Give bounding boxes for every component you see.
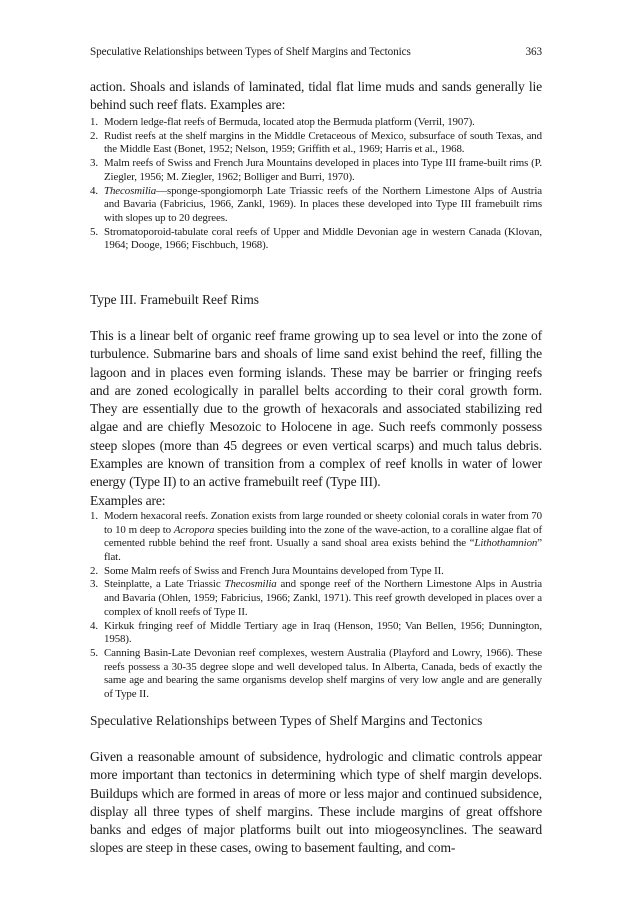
list-item-text: species building into the zone of the wave-action, to a coralline algae flat of cemented rubble behind the reef front. Usually a sand shoal area exists behind the “ bbox=[104, 523, 542, 550]
type3-examples-label: Examples are: bbox=[90, 492, 166, 508]
type3-examples-list bbox=[90, 510, 542, 702]
intro-paragraph: action. Shoals and islands of laminated, tidal flat lime muds and sands generally lie behind such reef flats. Examples are: bbox=[90, 79, 542, 113]
list-item-italic-text: Thecosmilia bbox=[104, 184, 157, 197]
list-item-number: 4. bbox=[90, 619, 98, 632]
list-item-number: 2. bbox=[90, 564, 98, 577]
list-item-text: Steinplatte, a Late Triassic bbox=[104, 578, 225, 591]
list-item bbox=[90, 185, 542, 226]
list-item-text: Stromatoporoid-tabulate coral reefs of Upper and Middle Devonian age in western Canada (Klovan, 1964; Dooge, 1966; Fischbuch, 1968). bbox=[104, 225, 542, 252]
section-heading-type3: Type III. Framebuilt Reef Rims bbox=[90, 292, 260, 307]
list-item bbox=[90, 510, 542, 565]
list-item-text: Rudist reefs at the shelf margins in the Middle Cretaceous of Mexico, subsurface of south Texas, and the Middle East (Bonet, 1952; Nelson, 1959; Griffith et al., 1969; Harris et al., 1968. bbox=[104, 129, 542, 156]
list-item bbox=[90, 620, 542, 647]
list-item-number: 3. bbox=[90, 157, 98, 170]
intro-block bbox=[90, 78, 542, 115]
list-item-number: 3. bbox=[90, 578, 98, 591]
list-item-text: Canning Basin-Late Devonian reef complexes, western Australia (Playford and Lowry, 1966). These reefs possess a 30-35 degree slope and well developed talus. In Alberta, Canada, beds of exactly the same age and bearing the same organisms develop shelf margins of very low angle and are generally of Type II. bbox=[104, 647, 542, 701]
list-item-italic-text: Lithothamnion bbox=[474, 537, 538, 550]
list-item bbox=[90, 578, 542, 619]
speculative-body bbox=[90, 748, 542, 858]
list-item-text: Some Malm reefs of Swiss and French Jura Mountains developed from Type II. bbox=[104, 564, 444, 577]
list-item-number: 2. bbox=[90, 129, 98, 142]
list-item-number: 1. bbox=[90, 116, 98, 128]
list-item bbox=[90, 157, 542, 184]
list-item-text: ” flat. bbox=[104, 537, 542, 564]
list-item-text: Modern ledge-flat reefs of Bermuda, located atop the Bermuda platform (Verril, 1907). bbox=[104, 116, 475, 128]
running-title: Speculative Relationships between Types of Shelf Margins and Tectonics bbox=[90, 46, 411, 58]
section-heading-speculative: Speculative Relationships between Types of Shelf Margins and Tectonics bbox=[90, 713, 483, 728]
speculative-section bbox=[90, 712, 542, 730]
list-item-number: 5. bbox=[90, 647, 98, 659]
list-item bbox=[90, 130, 542, 157]
list-item bbox=[90, 565, 542, 579]
list-item-text: and sponge reef of the Northern Limestone Alps in Austria and Bavaria (Ohlen, 1959; Fabricius, 1966; Zankl, 1971). This reef growth developed in places over a complex of knoll reefs of Type II. bbox=[104, 578, 542, 618]
list-item-number: 4. bbox=[90, 184, 98, 197]
list-item bbox=[90, 116, 542, 130]
list-item-text: Kirkuk fringing reef of Middle Tertiary age in Iraq (Henson, 1950; Van Bellen, 1956; Dunnington, 1958). bbox=[104, 619, 542, 646]
page-number: 363 bbox=[525, 46, 542, 58]
list-item-text: Malm reefs of Swiss and French Jura Mountains developed in places into Type III frame-built rims (P. Ziegler, 1956; M. Ziegler, 1962; Bolliger and Burri, 1970). bbox=[104, 157, 542, 183]
type2-examples-list bbox=[90, 116, 542, 253]
type3-paragraph: This is a linear belt of organic reef frame growing up to sea level or into the zone of turbulence. Submarine bars and shoals of lime sand exist behind the reef, filling the lagoon and in places even forming islands. These may be barrier or fringing reefs and are zoned ecologically in parallel belts according to their coral growth form. They are essentially due to the growth of hexacorals and associated stabilizing red algae and are chiefly Mesozoic to Holocene in age. Such reefs commonly possess steep slopes (more than 45 degrees or even vertical scarps) and much talus debris. Examples are known of transition from a complex of reef knolls in water of lower energy (Type II) to an active framebuilt reef (Type III). bbox=[90, 328, 542, 490]
list-item-number: 5. bbox=[90, 225, 98, 238]
type2-examples bbox=[90, 116, 542, 253]
type3-section bbox=[90, 291, 542, 309]
list-item bbox=[90, 226, 542, 253]
speculative-paragraph: Given a reasonable amount of subsidence, hydrologic and climatic controls appear more important than tectonics in determining which type of shelf margin develops. Buildups which are formed in areas of more or less major and continued subsidence, display all three types of shelf margins. These include margins of great offshore banks and edges of major platforms built out into miogeosynclines. The seaward slopes are steep in these cases, owing to basement faulting, and com- bbox=[90, 749, 542, 856]
list-item-text: Modern hexacoral reefs. Zonation exists from large rounded or sheety colonial corals in water from 70 to 10 m deep to bbox=[104, 509, 542, 536]
type3-body bbox=[90, 327, 542, 702]
list-item-italic-text: Acropora bbox=[173, 523, 215, 536]
list-item bbox=[90, 647, 542, 702]
list-item-number: 1. bbox=[90, 509, 98, 522]
list-item-italic-text: Thecosmilia bbox=[224, 578, 277, 591]
list-item-text: —sponge-spongiomorph Late Triassic reefs of the Northern Limestone Alps of Austria and Bavaria (Fabricius, 1966, Zankl, 1969). In places these developed into Type III framebuilt rims with slopes up to 20 degrees. bbox=[104, 184, 542, 224]
